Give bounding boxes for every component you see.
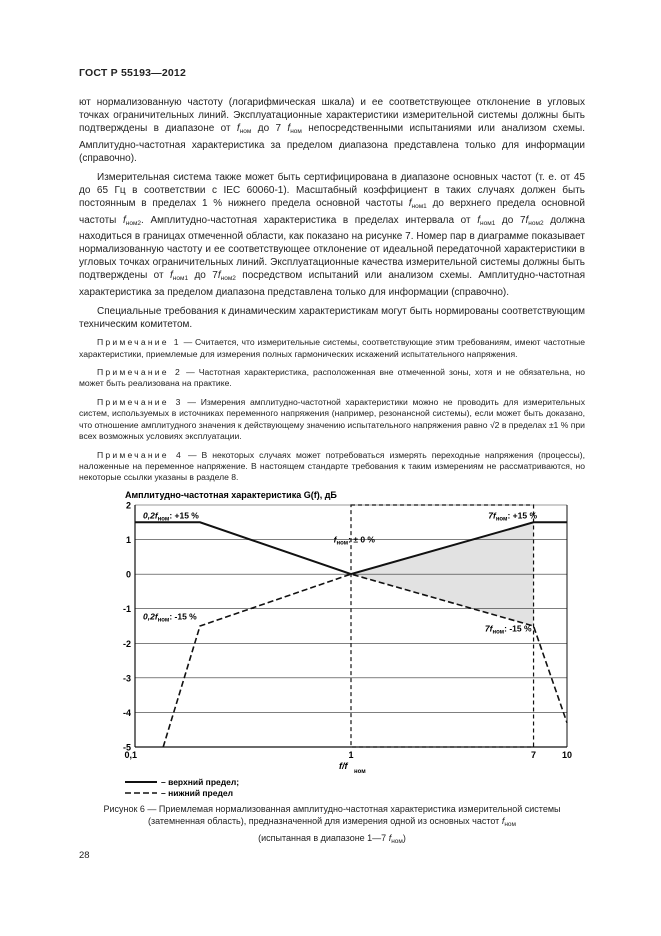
annotation-label: $0,2f_{ном}$: +15 % — [143, 510, 199, 523]
note-3: Примечание 3 — Измерения амплитудно-частотной характеристики можно не проводить для измерительных систем, используемых в источниках переменного напряжения (например, резонансной системы), если может быть доказано, что отношение амплитудного значения к действующему значению испытательного напряжения равно √2 в пределах ±1 % при всех возможных условиях эксплуатации. — [79, 396, 585, 442]
legend-label-lower: – нижний предел — [161, 788, 233, 798]
annotation-label: $7f_{ном}$: +15 % — [488, 510, 537, 523]
y-tick-label: -5 — [122, 742, 131, 753]
y-tick-label: -4 — [122, 707, 131, 718]
annotation-label: $f_{ном}$: ± 0 % — [333, 534, 375, 547]
x-axis-label-sub: ном — [354, 769, 366, 775]
y-tick-label: -1 — [122, 604, 131, 615]
chart-title: Амплитудно-частотная характеристика G(f), дБ — [125, 490, 337, 500]
legend-label-upper: – верхний предел; — [161, 777, 240, 787]
paragraph-1: ют нормализованную частоту (логарифмическая шкала) и ее соответствующее отклонение в угловых точках ограничительных линий. Эксплуатационные характеристики измерительной системы должны быть подтверждены в диапазоне от $f_{ном}$ до 7 $f_{ном}$ непосредственными испытаниями или анализом схемы. Амплитудно-частотная характеристика за пределом диапазона представлена только для информации (справочно). — [79, 97, 585, 164]
annotation-label: $0,2f_{ном}$: -15 % — [143, 611, 197, 624]
note-1: Примечание 1 — Считается, что измерительные системы, соответствующие этим требованиям, имеют частотные характеристики, приемлемые для измерения полных гармонических искажений испытательного напряжения. — [79, 337, 585, 359]
y-tick-label: -3 — [122, 673, 131, 684]
x-tick-label: 0,1 — [124, 750, 137, 760]
document-code: ГОСТ Р 55193—2012 — [79, 67, 187, 79]
y-tick-label: 0 — [125, 569, 131, 580]
note-2: Примечание 2 — Частотная характеристика, расположенная вне отмеченной зоны, хотя и не обязательна, но может быть реализована на практике. — [79, 367, 585, 389]
annotation-label: $7f_{ном}$: -15 % — [484, 623, 532, 636]
frequency-response-chart — [79, 488, 591, 800]
main-text — [79, 96, 585, 491]
page-number: 28 — [79, 850, 90, 861]
x-tick-label: 10 — [561, 750, 573, 760]
paragraph-3: Специальные требования к динамическим характеристикам могут быть нормированы соответствующим техническим комитетом. — [79, 305, 585, 331]
figure-caption: Рисунок 6 — Приемлемая нормализованная амплитудно-частотная характеристика измерительной системы (затемненная область), предназначенной для измерения одной из основных частот $f_{ном}$ (испытанная в диапазоне 1—7 $f_{ном}$) — [103, 804, 561, 845]
note-4: Примечание 4 — В некоторых случаях может потребоваться измерять переходные напряжения (процессы), наложенные на переменное напряжение. В настоящем стандарте требования к таким измерениям не рассматриваются, но некоторые ссылки указаны в разделе 8. — [79, 449, 585, 483]
x-tick-label: 7 — [531, 750, 537, 760]
x-axis-label: f/f — [339, 761, 348, 771]
y-tick-label: 1 — [125, 535, 131, 546]
x-tick-label: 1 — [348, 750, 354, 760]
y-tick-label: 2 — [125, 500, 131, 511]
paragraph-2: Измерительная система также может быть сертифицирована в диапазоне основных частот (т. е. от 45 до 65 Гц в соответствии с IEC 60060-1). Масштабный коэффициент в таких случаях должен быть постоянным в пределах 1 % нижнего предела основной частоты $f_{ном1}$ до верхнего предела основной частоты $f_{ном2}$. Амплитудно-частотная характеристика в пределах интервала от $f_{ном1}$ до $7f_{ном2}$ должна находиться в границах отмеченной области, как показано на рисунке 7. Номер пар в диаграмме показывает нормализованную частоту и ее соответствующее отклонение от идеальной передаточной характеристики в угловых точках ограничительных линий. Эксплуатационные качества измерительной системы должны быть подтверждены от $f_{ном1}$ до $7f_{ном2}$ посредством испытаний или анализом схемы. Амплитудно-частотная характеристика за пределом диапазона представлена только для информации (справочно). — [79, 172, 586, 298]
y-tick-label: -2 — [122, 638, 131, 649]
